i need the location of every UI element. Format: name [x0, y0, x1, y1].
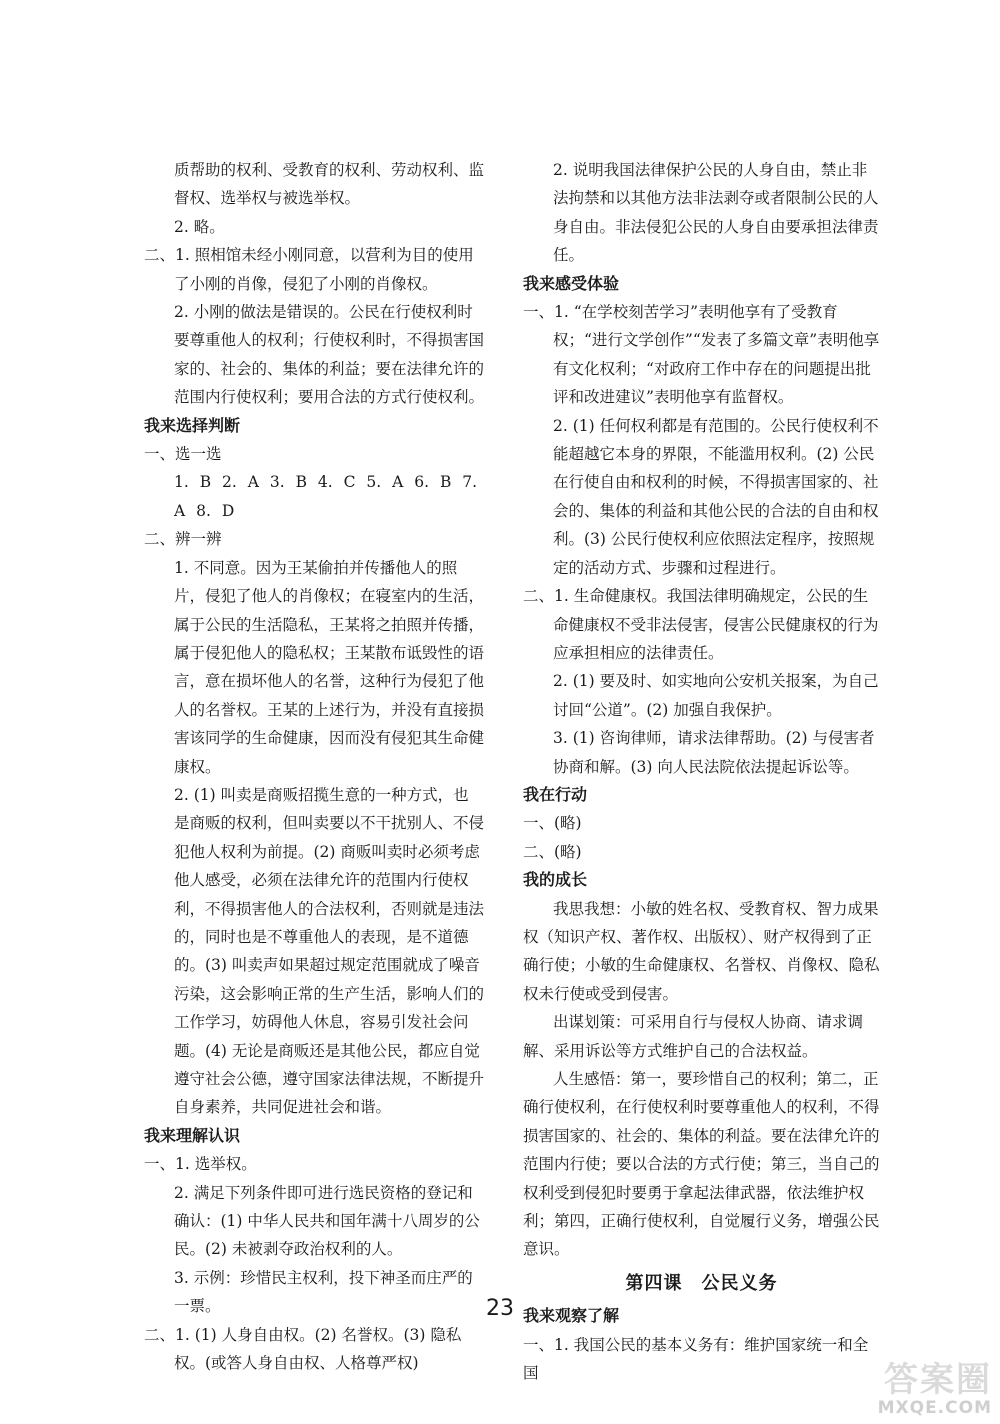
- section-heading: 我来感受体验: [523, 273, 620, 293]
- answer-paragraph: 2. 小刚的做法是错误的。公民在行使权利时要尊重他人的权利；行使权利时，不得损害国家的、社会的、集体的利益；要在法律允许的范围内行使权利；要用合法的方式行使权利。: [174, 303, 485, 407]
- answer-paragraph: 2. 满足下列条件即可进行选民资格的登记和确认：(1) 中华人民共和国年满十八周岁的公民。(2) 未被剥夺政治权利的人。: [174, 1183, 480, 1259]
- right-column: [523, 156, 880, 1387]
- section-heading: 我的成长: [523, 870, 588, 890]
- answer-paragraph: 2. 略。: [174, 217, 225, 236]
- lesson-title: 第四课 公民义务: [625, 1272, 778, 1294]
- left-column: [144, 156, 484, 1377]
- answer-paragraph: 一、(略): [523, 814, 582, 833]
- answer-paragraph: 一、1. 我国公民的基本义务有：维护国家统一和全国: [523, 1335, 869, 1383]
- answer-paragraph: 二、1. 照相馆未经小刚同意，以营利为目的使用了小刚的肖像，侵犯了小刚的肖像权。: [144, 246, 474, 293]
- section-heading: 我来选择判断: [144, 415, 241, 435]
- watermark-url: MXQE.COM: [877, 1398, 992, 1418]
- answer-paragraph: 我思我想：小敏的姓名权、受教育权、智力成果权（知识产权、著作权、出版权）、财产权得到了正确行使；小敏的生命健康权、名誉权、肖像权、隐私权未行使或受到侵害。: [523, 899, 880, 1003]
- answer-paragraph: 3. 示例：珍惜民主权利，投下神圣而庄严的一票。: [174, 1268, 473, 1316]
- page-number: 23: [486, 1296, 514, 1321]
- answer-paragraph: 2. (1) 要及时、如实地向公安机关报案，为自己讨回“公道”。(2) 加强自我保护。: [553, 672, 879, 719]
- answer-paragraph: 二、1. 生命健康权。我国法律明确规定，公民的生命健康权不受非法侵害，侵害公民健康权的行为应承担相应的法律责任。: [523, 587, 879, 662]
- section-heading: 我在行动: [523, 784, 588, 804]
- answer-paragraph: 2. (1) 任何权利都是有范围的。公民行使权利不能超越它本身的界限，不能滥用权利。(2) 公民在行使自由和权利的时候，不得损害国家的、社会的、集体的利益和其他公民的合法的自由和权利。(3) 公民行使权利应依照法定程序，按照规定的活动方式、步骤和过程进行。: [553, 416, 879, 577]
- watermark-text: 答案圈: [884, 1360, 992, 1400]
- section-heading: 我来观察了解: [523, 1306, 620, 1326]
- answer-paragraph: 质帮助的权利、受教育的权利、劳动权利、监督权、选举权与被选举权。: [174, 161, 485, 208]
- answer-paragraph: 人生感悟：第一，要珍惜自己的权利；第二，正确行使权利，在行使权利时要尊重他人的权利，不得损害国家的、社会的、集体的利益。要在法律允许的范围内行使；要以合法的方式行使；第三，当自己的权利受到侵犯时要勇于拿起法律武器，依法维护权利；第四，正确行使权利，自觉履行义务，增强公民意识。: [523, 1070, 880, 1259]
- answer-paragraph: 二、1. (1) 人身自由权。(2) 名誉权。(3) 隐私权。(或答人身自由权、人格尊严权): [144, 1325, 462, 1373]
- multiple-choice-answers: 1. B 2. A 3. B 4. C 5. A 6. B 7. A 8. D: [174, 473, 478, 520]
- answer-paragraph: 出谋划策：可采用自行与侵权人协商、请求调解、采用诉讼等方式维护自己的合法权益。: [523, 1013, 864, 1060]
- answer-paragraph: 一、1. “在学校刻苦学习”表明他享有了受教育权；“进行文学创作”“发表了多篇文章”表明他享有文化权利；“对政府工作中存在的问题提出批评和改进建议”表明他享有监督权。: [523, 303, 880, 407]
- section-heading: 我来理解认识: [144, 1125, 241, 1145]
- answer-paragraph: 1. 不同意。因为王某偷拍并传播他人的照片，侵犯了他人的肖像权；在寝室内的生活，属于公民的生活隐私，王某将之拍照并传播，属于侵犯他人的隐私权；王某散布诋毁性的语言，意在损坏他人的名誉，这种行为侵犯了他人的名誉权。王某的上述行为，并没有直接损害该同学的生命健康，因而没有侵犯其生命健康权。: [174, 558, 485, 776]
- answer-paragraph: 2. (1) 叫卖是商贩招揽生意的一种方式，也是商贩的权利，但叫卖要以不干扰别人、不侵犯他人权利为前提。(2) 商贩叫卖时必须考虑他人感受，必须在法律允许的范围内行使权利，不得损害他人的合法权利，否则就是违法的，同时也是不尊重他人的表现，是不道德的。(3) 叫卖声如果超过规定范围就成了噪音污染，这会影响正常的生产生活，影响人们的工作学习，妨碍他人休息，容易引发社会问题。(4) 无论是商贩还是其他公民，都应自觉遵守社会公德，遵守国家法律法规，不断提升自身素养，共同促进社会和谐。: [174, 785, 485, 1117]
- sub-heading: 二、辨一辨: [144, 530, 222, 549]
- answer-paragraph: 二、(略): [523, 842, 582, 861]
- watermark-logo: [842, 1352, 992, 1418]
- answer-paragraph: 2. 说明我国法律保护公民的人身自由，禁止非法拘禁和以其他方法非法剥夺或者限制公民的人身自由。非法侵犯公民的人身自由要承担法律责任。: [553, 161, 879, 265]
- answer-paragraph: 一、1. 选举权。: [144, 1155, 257, 1174]
- sub-heading: 一、选一选: [144, 445, 222, 464]
- answer-paragraph: 3. (1) 咨询律师，请求法律帮助。(2) 与侵害者协商和解。(3) 向人民法院依法提起诉讼等。: [553, 729, 875, 776]
